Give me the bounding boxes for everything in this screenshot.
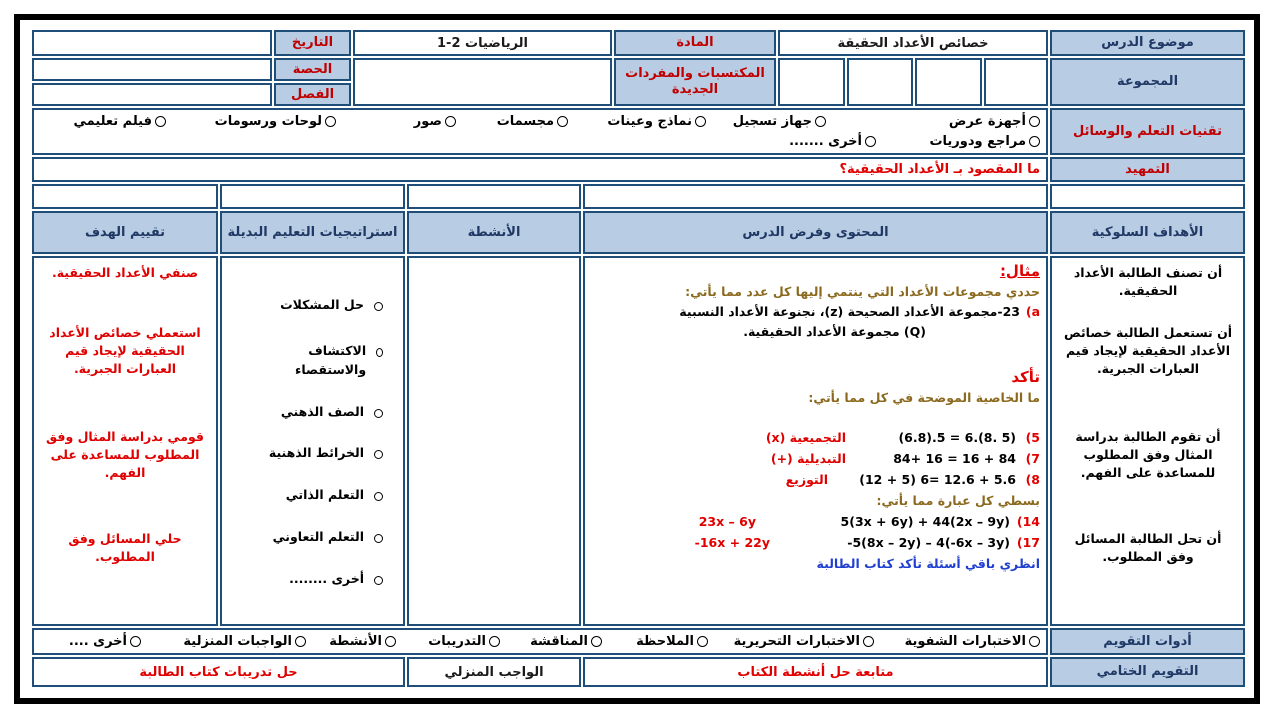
group-box-4[interactable] (778, 58, 845, 106)
radio-icon (815, 116, 826, 127)
assessment-option-6[interactable]: الواجبات المنزلية (183, 634, 306, 649)
simplify-text: بسطي كل عبارة مما يأتي: (876, 493, 1040, 508)
q8-expr: (12 + 5) 6= 12.6 + 5.6 (859, 472, 1016, 487)
radio-icon (325, 116, 336, 127)
final-value: متابعة حل أنشطة الكتاب (583, 657, 1048, 687)
example-a-line2: (Q) مجموعة الأعداد الحقيقية. (743, 324, 926, 339)
spacer-evaluation (32, 184, 218, 209)
radio-icon (1029, 136, 1040, 147)
radio-icon (591, 636, 602, 647)
q14-expr: 5(3x + 6y) + 44(2x – 9y) (840, 514, 1010, 529)
q5-expr: (6.8).5 = 6.(8. 5) (898, 430, 1016, 445)
radio-icon (1029, 116, 1040, 127)
group-box-3[interactable] (847, 58, 913, 106)
new-terms-label: المكتسبات والمفردات الجديدة (614, 58, 776, 106)
strategies-header: استراتيجيات التعليم البديلة (220, 211, 405, 254)
strategy-0[interactable]: حل المشكلات (280, 296, 383, 315)
example-question: حددي مجموعات الأعداد التي ينتمي إليها كل عدد مما يأتي: (685, 284, 1040, 299)
goal-0: أن تصنف الطالبة الأعداد الحقيقية. (1073, 265, 1223, 299)
date-value[interactable] (32, 30, 272, 56)
evaluation-3: حلي المسائل وفق المطلوب. (68, 531, 182, 565)
radio-icon (155, 116, 166, 127)
assessment-option-3[interactable]: المناقشة (530, 634, 602, 649)
tool-option-2[interactable]: نماذج وعينات (607, 114, 706, 129)
q5-answer: التجميعية (x) (765, 430, 846, 445)
radio-icon (1029, 636, 1040, 647)
assessment-option-0[interactable]: الاختبارات الشفوية (905, 634, 1040, 649)
goal-1: أن تستعمل الطالبة خصائص الأعداد الحقيقية لإيجاد قيم العبارات الجبرية. (1063, 325, 1233, 377)
goals-column (1050, 256, 1245, 626)
activities-column[interactable] (407, 256, 581, 626)
q7-answer: التبديلية (+) (770, 451, 846, 466)
group-box-1[interactable] (984, 58, 1048, 106)
intro-box (32, 157, 1048, 182)
q17-num: 17) (1016, 535, 1040, 550)
bullet-icon (376, 348, 383, 357)
homework-label: الواجب المنزلي (407, 657, 581, 687)
evaluation-column (32, 256, 218, 626)
q17-expr: -5(8x – 2y) – 4(-6x – 3y) (847, 535, 1010, 550)
q8-answer: التوزيع (785, 472, 828, 487)
tool-option-3[interactable]: مجسمات (497, 114, 568, 129)
bullet-icon (374, 450, 383, 459)
note-text: انظري باقي أسئلة تأكد كتاب الطالبة (816, 556, 1040, 571)
topic-value: خصائص الأعداد الحقيقة (778, 30, 1048, 56)
radio-icon (295, 636, 306, 647)
assessment-option-5[interactable]: الأنشطة (329, 634, 396, 649)
assessment-option-2[interactable]: الملاحظة (636, 634, 708, 649)
period-value[interactable] (32, 58, 272, 81)
radio-icon (865, 136, 876, 147)
radio-icon (130, 636, 141, 647)
subject-value: الرياضيات 2-1 (353, 30, 612, 56)
strategy-2[interactable]: الصف الذهني (281, 403, 383, 422)
assessment-option-1[interactable]: الاختبارات التحريرية (734, 634, 874, 649)
final-label: التقويم الختامي (1050, 657, 1245, 687)
spacer-strategies (220, 184, 405, 209)
period-label: الحصة (274, 58, 351, 81)
q7-expr: 84+ 16 = 16 + 84 (893, 451, 1016, 466)
spacer-content (583, 184, 1048, 209)
class-value[interactable] (32, 83, 272, 106)
topic-label: موضوع الدرس (1050, 30, 1245, 56)
tool-option-7[interactable]: مراجع ودوريات (929, 134, 1040, 149)
tool-option-6[interactable]: فيلم تعليمي (73, 114, 166, 129)
check-question: ما الخاصية الموضحة في كل مما يأتي: (808, 390, 1040, 405)
intro-text: ما المقصود بـ الأعداد الحقيقية؟ (839, 162, 1040, 177)
tool-option-8[interactable]: أخرى ....... (789, 134, 876, 149)
bullet-icon (374, 492, 383, 501)
radio-icon (863, 636, 874, 647)
q17-answer: -16x + 22y (694, 535, 770, 550)
bullet-icon (374, 534, 383, 543)
tool-option-4[interactable]: صور (414, 114, 456, 129)
radio-icon (557, 116, 568, 127)
strategy-4[interactable]: التعلم الذاتي (286, 486, 383, 505)
q5-num: 5) (1025, 430, 1040, 445)
spacer-goals (1050, 184, 1245, 209)
bullet-icon (374, 302, 383, 311)
radio-icon (695, 116, 706, 127)
content-column (583, 256, 1048, 626)
radio-icon (489, 636, 500, 647)
strategy-3[interactable]: الخرائط الذهنية (269, 444, 383, 463)
example-title: مثال: (999, 262, 1040, 280)
q8-num: 8) (1025, 472, 1040, 487)
tool-option-1[interactable]: جهاز تسجيل (733, 114, 826, 129)
tools-label: تقنيات التعلم والوسائل (1050, 108, 1245, 155)
goal-2: أن تقوم الطالبة بدراسة المثال وفق المطلوب للمساعدة على الفهم. (1075, 429, 1221, 481)
evaluation-2: قومي بدراسة المثال وفق المطلوب للمساعدة على الفهم. (46, 429, 204, 481)
example-a-line1: 23-مجموعة الأعداد الصحيحة (z)، نجنوعة الأعداد النسبية (679, 304, 1020, 319)
group-box-2[interactable] (915, 58, 982, 106)
subject-label: المادة (614, 30, 776, 56)
class-label: الفصل (274, 83, 351, 106)
new-terms-value[interactable] (353, 58, 612, 106)
q14-answer: 23x – 6y (698, 514, 756, 529)
group-label: المجموعة (1050, 58, 1245, 106)
q14-num: 14) (1016, 514, 1040, 529)
radio-icon (697, 636, 708, 647)
radio-icon (445, 116, 456, 127)
assessment-option-4[interactable]: التدريبات (428, 634, 500, 649)
tool-option-0[interactable]: أجهزة عرض (949, 114, 1040, 129)
strategy-6[interactable]: أخرى ........ (289, 570, 383, 589)
assessment-option-7[interactable]: أخرى .... (69, 634, 141, 649)
assessment-tools-label: أدوات التقويم (1050, 628, 1245, 655)
check-title: تأكد (1011, 368, 1040, 386)
goals-header: الأهداف السلوكية (1050, 211, 1245, 254)
strategies-column (220, 256, 405, 626)
intro-label: التمهيد (1050, 157, 1245, 182)
spacer-activities (407, 184, 581, 209)
evaluation-header: تقييم الهدف (32, 211, 218, 254)
radio-icon (385, 636, 396, 647)
q7-num: 7) (1025, 451, 1040, 466)
evaluation-1: استعملي خصائص الأعداد الحقيقية لإيجاد قيم العبارات الجبرية. (49, 325, 201, 377)
goal-3: أن تحل الطالبة المسائل وفق المطلوب. (1074, 531, 1222, 565)
date-label: التاريخ (274, 30, 351, 56)
strategy-1[interactable]: الاكتشاف والاستقصاء (273, 342, 383, 380)
example-a-label: a) (1025, 304, 1040, 319)
homework-value: حل تدريبات كتاب الطالبة (32, 657, 405, 687)
activities-header: الأنشطة (407, 211, 581, 254)
tools-box (32, 108, 1048, 155)
bullet-icon (374, 576, 383, 585)
evaluation-0: صنفي الأعداد الحقيقية. (51, 265, 199, 280)
assessment-tools-box (32, 628, 1048, 655)
tool-option-5[interactable]: لوحات ورسومات (215, 114, 336, 129)
bullet-icon (374, 409, 383, 418)
content-header: المحتوى وفرض الدرس (583, 211, 1048, 254)
strategy-5[interactable]: التعلم التعاوني (273, 528, 383, 547)
